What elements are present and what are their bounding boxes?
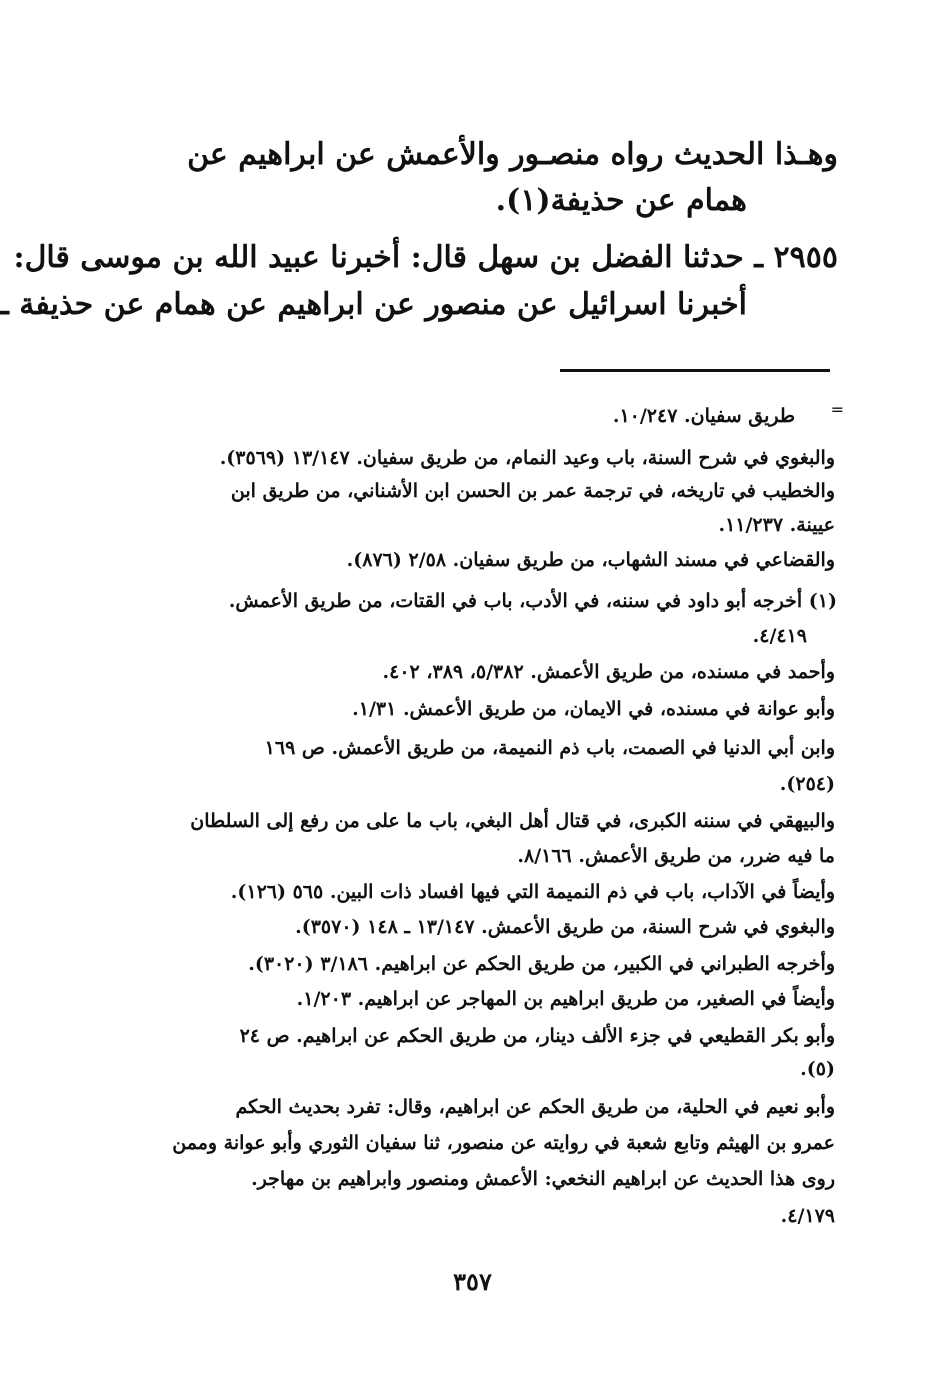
footnote-line: (٥). <box>800 1058 835 1080</box>
footnote-line: ٤/٤١٩. <box>752 625 807 647</box>
footnote-line: طريق سفيان. ١٠/٢٤٧. <box>612 405 795 427</box>
footnote-continuation-mark: = <box>830 400 844 419</box>
footnote-line: ما فيه ضرر، من طريق الأعمش. ٨/١٦٦. <box>517 845 835 867</box>
footnote-line: وابن أبي الدنيا في الصمت، باب ذم النميمة، من طريق الأعمش. ص ١٦٩ <box>264 737 835 759</box>
hadith-2955-line-2: أخبرنا اسرائيل عن منصور عن ابراهيم عن همام عن حذيفة ـ <box>0 287 747 322</box>
footnote-line: وأبو نعيم في الحلية، من طريق الحكم عن ابراهيم، وقال: تفرد بحديث الحكم <box>235 1096 835 1118</box>
footnote-line: ٤/١٧٩. <box>780 1205 835 1227</box>
footnote-line: وأيضاً في الصغير، من طريق ابراهيم بن المهاجر عن ابراهيم. ١/٢٠٣. <box>296 988 835 1010</box>
footnote-line: عيينة. ١١/٢٣٧. <box>718 514 835 536</box>
footnote-line: والبغوي في شرح السنة، من طريق الأعمش. ١٣/١٤٧ ـ ١٤٨ (٣٥٧٠). <box>295 916 835 938</box>
footnote-line: والبيهقي في سننه الكبرى، في قتال أهل البغي، باب ما على من رفع إلى السلطان <box>190 810 835 832</box>
footnote-line: وأيضاً في الآداب، باب في ذم النميمة التي فيها افساد ذات البين. ٥٦٥ (١٢٦). <box>230 881 835 903</box>
main-text-line-1: وهـذا الحديث رواه منصـور والأعمش عن ابراهيم عن <box>187 137 838 172</box>
hadith-2955-line-1: ٢٩٥٥ ـ حدثنا الفضل بن سهل قال: أخبرنا عبيد الله بن موسى قال: <box>13 240 838 275</box>
footnote-1-line: (١) أخرجه أبو داود في سننه، في الأدب، باب في القتات، من طريق الأعمش. <box>228 590 837 612</box>
footnote-line: وأحمد في مسنده، من طريق الأعمش. ٥/٣٨٢، ٣٨٩، ٤٠٢. <box>382 661 835 683</box>
footnote-line: عمرو بن الهيثم وتابع شعبة في روايته عن منصور، ثنا سفيان الثوري وأبو عوانة وممن <box>172 1132 835 1154</box>
footnote-line: والبغوي في شرح السنة، باب وعيد النمام، من طريق سفيان. ١٣/١٤٧ (٣٥٦٩). <box>219 447 835 469</box>
main-text-line-2: همام عن حذيفة(١). <box>495 183 747 218</box>
footnote-line: (٢٥٤). <box>779 773 835 795</box>
footnote-line: والقضاعي في مسند الشهاب، من طريق سفيان. ٢/٥٨ (٨٧٦). <box>346 549 835 571</box>
footnote-line: وأخرجه الطبراني في الكبير، من طريق الحكم عن ابراهيم. ٣/١٨٦ (٣٠٢٠). <box>248 953 835 975</box>
footnote-line: روى هذا الحديث عن ابراهيم النخعي: الأعمش ومنصور وابراهيم بن مهاجر. <box>251 1168 835 1190</box>
footnote-line: وأبو عوانة في مسنده، في الايمان، من طريق الأعمش. ١/٣١. <box>352 698 835 720</box>
page-number: ٣٥٧ <box>453 1267 492 1296</box>
footnote-line: وأبو بكر القطيعي في جزء الألف دينار، من طريق الحكم عن ابراهيم. ص ٢٤ <box>239 1025 835 1047</box>
footnote-separator <box>560 369 830 372</box>
footnote-line: والخطيب في تاريخه، في ترجمة عمر بن الحسن ابن الأشناني، من طريق ابن <box>230 480 835 502</box>
